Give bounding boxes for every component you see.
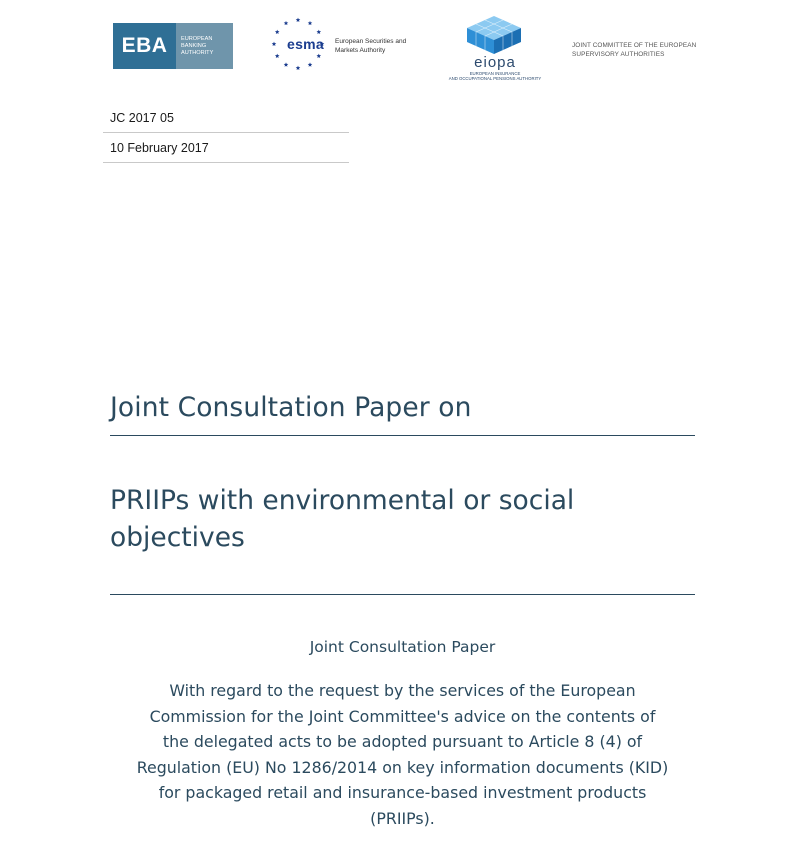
joint-committee-logo-text: JOINT COMMITTEE OF THE EUROPEAN SUPERVISORY AUTHORITIES (572, 42, 697, 58)
eiopa-logo-subtitle: EUROPEAN INSURANCE AND OCCUPATIONAL PENSIONS AUTHORITY (448, 71, 542, 81)
eu-star-icon (296, 18, 301, 22)
eiopa-logo-mark: eiopa (474, 54, 516, 71)
title-bottom-divider (110, 594, 695, 595)
eu-star-icon (284, 21, 289, 25)
date-divider (103, 162, 349, 163)
eu-star-icon (308, 62, 313, 66)
reference-divider (103, 132, 349, 133)
eu-star-icon (317, 54, 322, 58)
title-heading: Joint Consultation Paper on (110, 392, 472, 423)
document-abstract: With regard to the request by the services of the European Commission for the Joint Committee's advice on the contents of the delegated acts to be adopted pursuant to Article 8 (4) of Regulation (EU) No 1286/2014 on key information documents (KID) for packaged retail and insurance-based investment products (PRIIPs). (136, 681, 669, 828)
esma-logo-mark: esma (287, 36, 325, 52)
eu-star-icon (275, 30, 280, 34)
eu-star-icon (284, 62, 289, 66)
eba-logo-mark: EBA (121, 34, 168, 57)
esma-logo (271, 16, 421, 78)
eu-star-icon (272, 42, 277, 46)
eu-star-icon (296, 66, 301, 70)
eba-logo-subtitle: EUROPEAN BANKING AUTHORITY (181, 35, 214, 56)
esma-logo-subtitle: European Securities and Markets Authority (335, 38, 407, 54)
eu-star-icon (317, 30, 322, 34)
document-date: 10 February 2017 (110, 141, 209, 155)
document-reference: JC 2017 05 (110, 111, 174, 125)
eba-logo (113, 23, 233, 69)
eiopa-cube-icon (465, 14, 523, 56)
document-type-subtitle: Joint Consultation Paper (309, 638, 496, 656)
eba-logo-mark-block (113, 23, 176, 69)
eu-star-icon (275, 54, 280, 58)
eiopa-logo (445, 14, 545, 81)
page-title: PRIIPs with environmental or social objectives (110, 485, 575, 553)
title-divider (110, 435, 695, 436)
eu-star-icon (308, 21, 313, 25)
eba-logo-subtitle-block (176, 23, 233, 69)
